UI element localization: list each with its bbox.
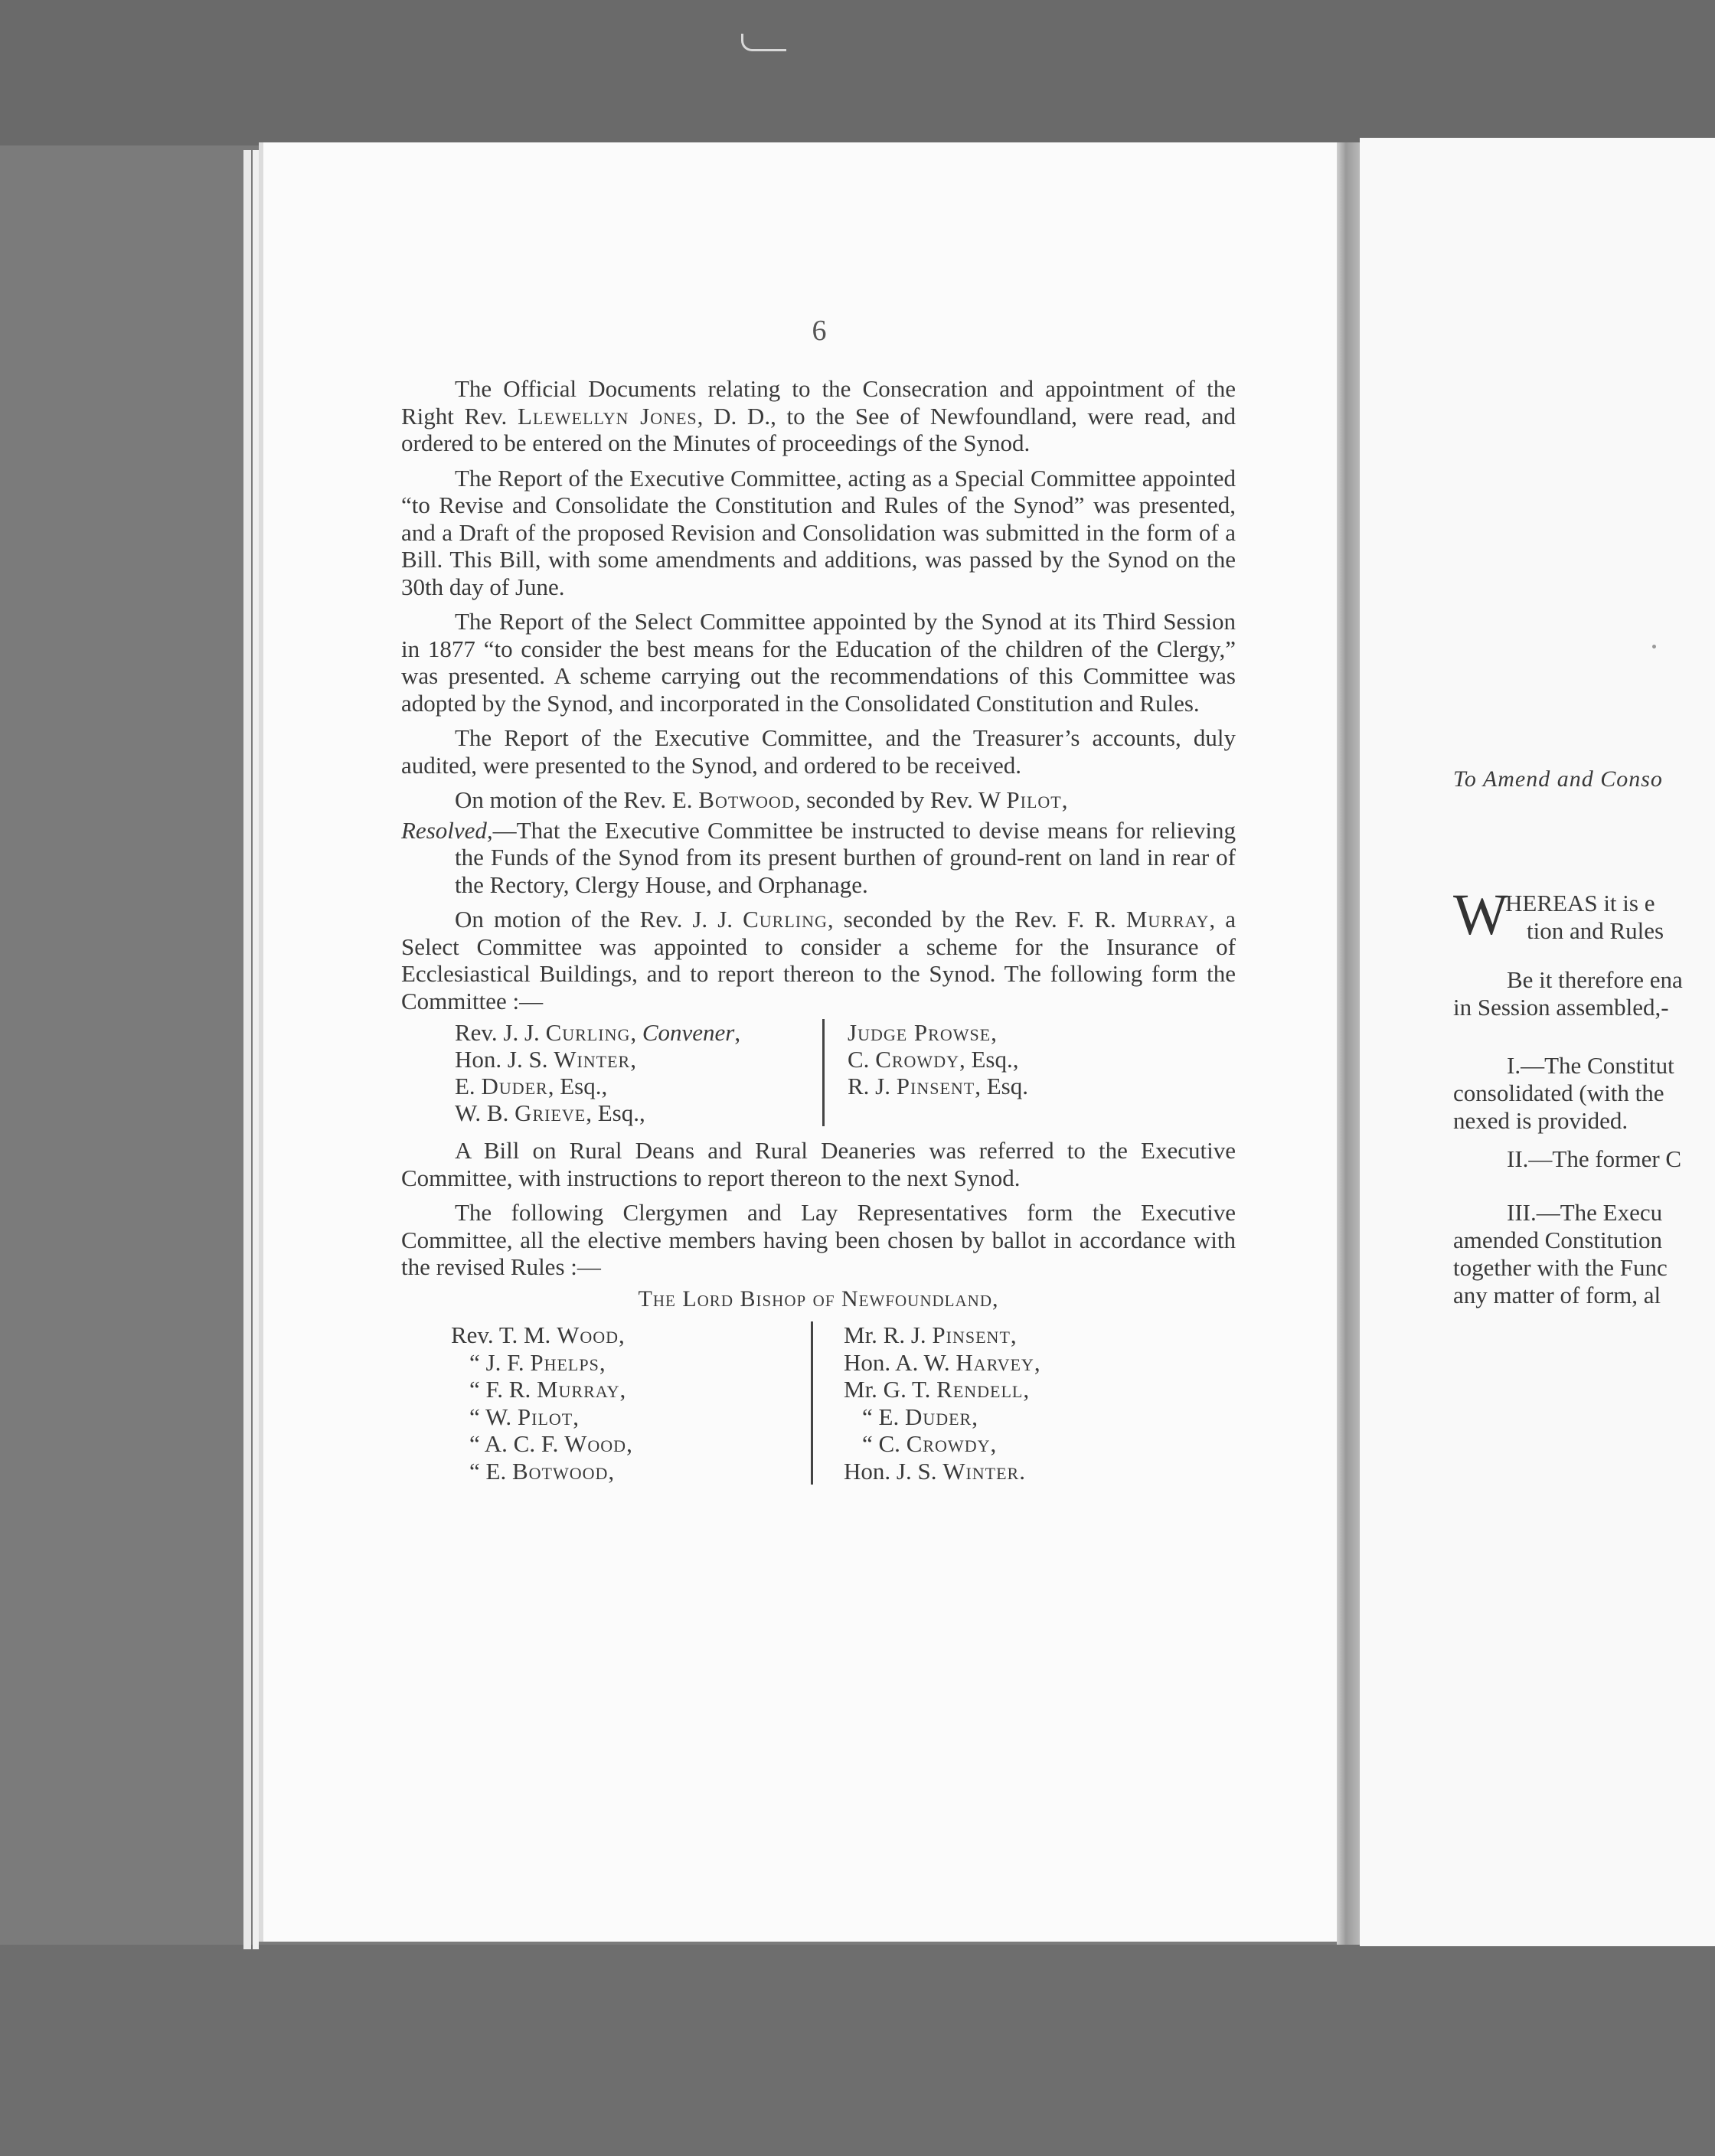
- whereas-line-2: tion and Rules: [1527, 917, 1664, 944]
- exec-member: Mr. G. T. Rendell,: [844, 1376, 1030, 1403]
- insurance-committee-list: [455, 1019, 1236, 1126]
- paragraph-consecration: The Official Documents relating to the Consecration and appointment of the Right Rev. Llewellyn Jones, D. D., to the See of Newfoundland, were read, and ordered to be entered on the Minutes of proceedings of the Synod.: [401, 375, 1236, 456]
- book-spine: [1337, 142, 1360, 1945]
- right-page-line: III.—The Execu: [1507, 1199, 1663, 1226]
- paragraph-motion-botwood: On motion of the Rev. E. Botwood, seconded by Rev. W Pilot,: [455, 786, 1068, 813]
- clergy-column: [451, 1321, 813, 1485]
- paragraph-executive-committee: The following Clergymen and Lay Representatives form the Executive Committee, all the elective members having been chosen by ballot in accordance with the revised Rules :—: [401, 1199, 1236, 1280]
- right-page-title: To Amend and Conso: [1453, 766, 1663, 792]
- paragraph-resolved: Resolved,—That the Executive Committee be instructed to devise means for relieving the Funds of the Synod from its present burthen of ground-rent on land in rear of the Rectory, Clergy House, and Orphanage.: [401, 816, 1236, 898]
- left-page-text: [401, 375, 1236, 1485]
- exec-member: Rev. T. M. Wood,: [451, 1321, 625, 1348]
- committee-member: Hon. J. S. Winter,: [455, 1046, 636, 1073]
- committee-member: Rev. J. J. Curling, Convener,: [455, 1019, 741, 1046]
- right-page-line: amended Constitution: [1453, 1227, 1662, 1253]
- exec-member: “ C. Crowdy,: [862, 1430, 997, 1457]
- right-page-line: any matter of form, al: [1453, 1282, 1661, 1308]
- committee-member: W. B. Grieve, Esq.,: [455, 1099, 645, 1126]
- page-edge: [253, 150, 259, 1949]
- paragraph-constitution-report: The Report of the Executive Committee, acting as a Special Committee appointed “to Revise and Consolidate the Constitution and Rules of the Synod” was presented, and a Draft of the proposed Revision and Consolidation was submitted in the form of a Bill. This Bill, with some amendments and additions, was passed by the Synod on the 30th day of June.: [401, 464, 1236, 600]
- exec-member: “ A. C. F. Wood,: [469, 1430, 632, 1457]
- executive-committee-list: [451, 1321, 1236, 1485]
- right-page-line: I.—The Constitut: [1507, 1052, 1674, 1079]
- background-bottom: [0, 1945, 1715, 2156]
- exec-member: “ F. R. Murray,: [469, 1376, 626, 1403]
- drop-capital: W: [1453, 883, 1508, 947]
- committee-member: R. J. Pinsent, Esq.: [848, 1073, 1028, 1099]
- exec-member: Mr. R. J. Pinsent,: [844, 1321, 1017, 1348]
- page-number: 6: [812, 315, 827, 347]
- committee-member: C. Crowdy, Esq.,: [848, 1046, 1019, 1073]
- right-page-line: in Session assembled,-: [1453, 994, 1669, 1021]
- paragraph-motion-curling: On motion of the Rev. J. J. Curling, seconded by the Rev. F. R. Murray, a Select Committee was appointed to consider a scheme for the Insurance of Ecclesiastical Buildings, and to report thereon to the Synod. The following form the Committee :—: [401, 906, 1236, 1014]
- exec-member: “ J. F. Phelps,: [469, 1348, 606, 1376]
- right-page-line: consolidated (with the: [1453, 1080, 1664, 1106]
- right-page-line: nexed is provided.: [1453, 1107, 1628, 1134]
- committee-member: Judge Prowse,: [848, 1019, 997, 1046]
- exec-member: “ E. Botwood,: [469, 1457, 615, 1485]
- lay-column: [813, 1321, 1040, 1485]
- committee-left-column: [455, 1019, 825, 1126]
- exec-member: “ E. Duder,: [862, 1403, 978, 1430]
- exec-member: Hon. A. W. Harvey,: [844, 1348, 1040, 1376]
- paragraph-rural-deans: A Bill on Rural Deans and Rural Deaneries was referred to the Executive Committee, with instructions to report thereon to the next Synod.: [401, 1137, 1236, 1191]
- right-page-line: Be it therefore ena: [1507, 966, 1683, 993]
- right-page: [1360, 138, 1715, 1946]
- committee-member: E. Duder, Esq.,: [455, 1073, 608, 1099]
- committee-right-column: [825, 1019, 1028, 1126]
- exec-member: “ W. Pilot,: [469, 1403, 579, 1430]
- paragraph-education-report: The Report of the Select Committee appointed by the Synod at its Third Session in 1877 “to consider the best means for the Education of the children of the Clergy,” was presented. A scheme carrying out the recommendations of this Committee was adopted by the Synod, and incorporated in the Consolidated Constitution and Rules.: [401, 608, 1236, 717]
- film-artifact: [741, 34, 786, 51]
- page-edge: [243, 150, 251, 1949]
- paragraph-treasurer-report: The Report of the Executive Committee, and the Treasurer’s accounts, duly audited, were presented to the Synod, and ordered to be received.: [401, 724, 1236, 779]
- exec-member: Hon. J. S. Winter.: [844, 1457, 1025, 1485]
- right-page-line: together with the Func: [1453, 1254, 1668, 1281]
- whereas-line-1: HEREAS it is e: [1505, 890, 1655, 916]
- speck: [1652, 645, 1656, 648]
- bishop-line: The Lord Bishop of Newfoundland,: [638, 1285, 999, 1312]
- background-top: [0, 0, 1715, 145]
- right-page-line: II.—The former C: [1507, 1145, 1682, 1172]
